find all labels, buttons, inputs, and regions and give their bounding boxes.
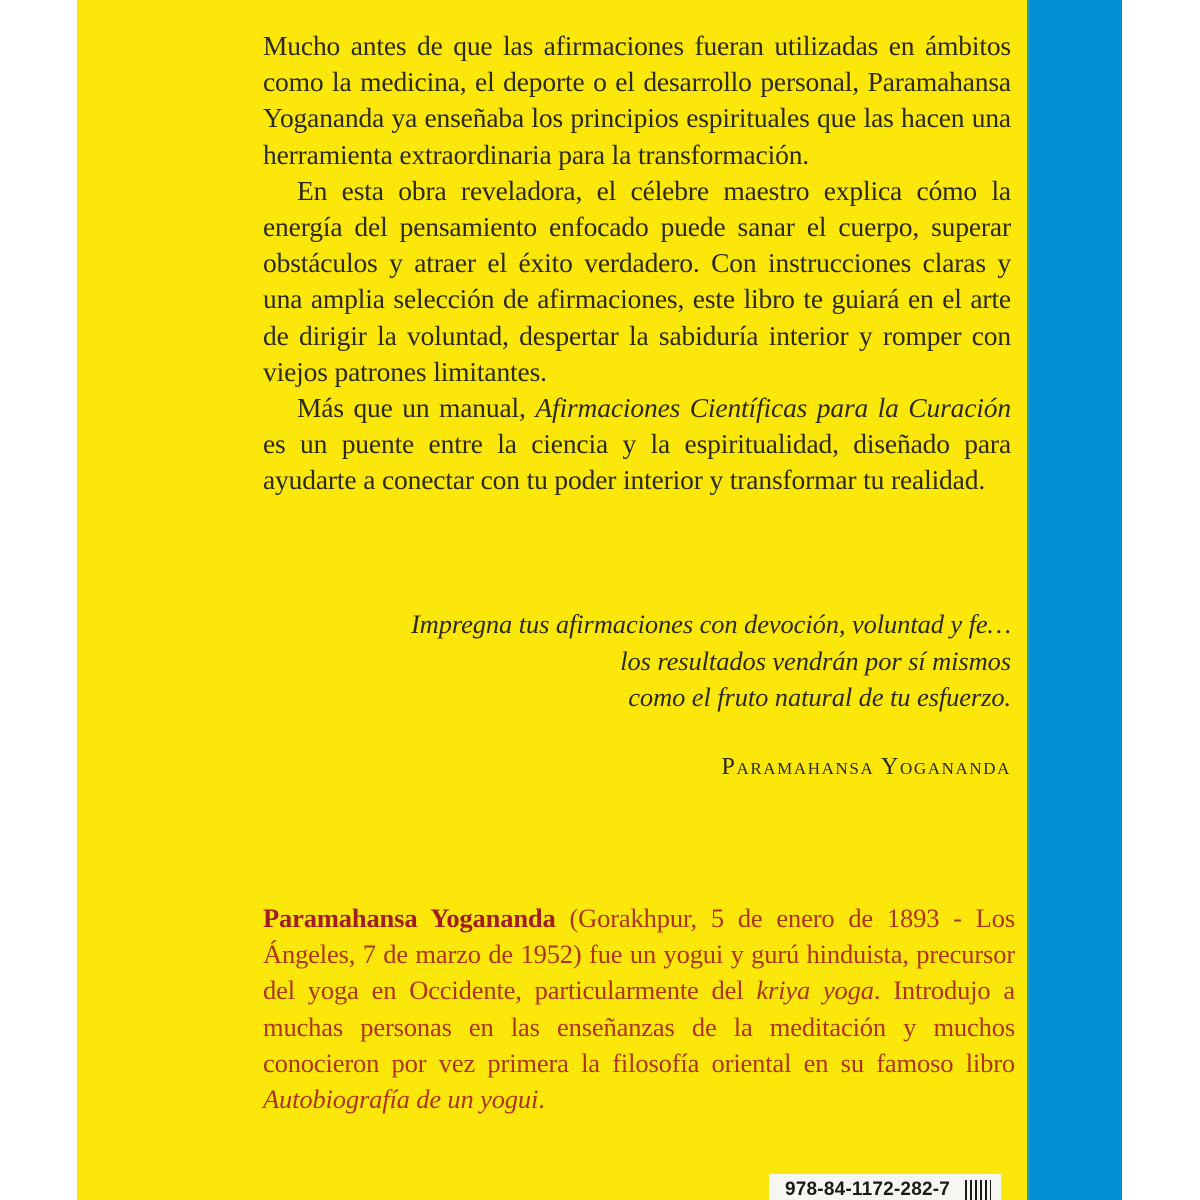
isbn-number: 978-84-1172-282-7	[785, 1179, 951, 1200]
kriya-yoga-italic: kriya yoga	[756, 975, 874, 1006]
barcode-bars-icon	[965, 1180, 991, 1200]
pull-quote-block	[263, 606, 1011, 781]
blurb-paragraph-3	[263, 390, 1011, 499]
blurb-paragraph-2: En esta obra reveladora, el célebre maestro explica cómo la energía del pensamiento enfocado puede sanar el cuerpo, superar obstáculos y atraer el éxito verdadero. Con instrucciones claras y una amplia selección de afirmaciones, este libro te guiará en el arte de dirigir la voluntad, despertar la sabiduría interior y romper con viejos patrones limitantes.	[263, 174, 1011, 387]
right-margin-white	[1122, 0, 1200, 1200]
book-title-italic: Afirmaciones Científicas para la Curación	[535, 392, 1011, 424]
author-bio-name: Paramahansa Yogananda	[263, 903, 556, 933]
quote-line-2: los resultados vendrán por sí mismos	[620, 645, 1011, 676]
isbn-barcode-box	[769, 1174, 1001, 1200]
author-bio-text-1: (Gorakhpur, 5 de enero de 1893 - Los Ángeles, 7 de marzo de 1952) fue un yogui y gurú hinduista, precursor del yoga en Occidente, particularmente del	[263, 903, 1015, 1006]
quote-attribution: Paramahansa Yogananda	[721, 753, 1011, 780]
autobiografia-italic: Autobiografía de un yogui	[263, 1084, 539, 1115]
spine-seam-divider	[1027, 0, 1030, 1200]
author-bio-section	[263, 900, 1015, 1117]
quote-line-3: como el fruto natural de tu esfuerzo.	[628, 682, 1011, 712]
blurb-section	[263, 28, 1011, 499]
quote-line-1: Impregna tus afirmaciones con devoción, voluntad y fe…	[410, 609, 1011, 639]
back-cover-panel	[77, 0, 1027, 1200]
book-spine-panel	[1027, 0, 1122, 1200]
author-bio-text-2: . Introdujo a muchas personas en las enseñanzas de la meditación y muchos conocieron por vez primera la filosofía oriental en su famoso libro	[263, 975, 1015, 1078]
blurb-paragraph-1: Mucho antes de que las afirmaciones fueran utilizadas en ámbitos como la medicina, el deporte o el desarrollo personal, Paramahansa Yogananda ya enseñaba los principios espirituales que las hacen una herramienta extraordinaria para la transformación.	[263, 30, 1011, 170]
author-bio-text-3: .	[538, 1084, 545, 1115]
left-margin-white	[0, 0, 77, 1200]
blurb-p3-tail: es un puente entre la ciencia y la espiritualidad, diseñado para ayudarte a conectar con tu poder interior y transformar tu realidad.	[263, 428, 1011, 496]
blurb-p3-lead: Más que un manual,	[297, 392, 536, 424]
